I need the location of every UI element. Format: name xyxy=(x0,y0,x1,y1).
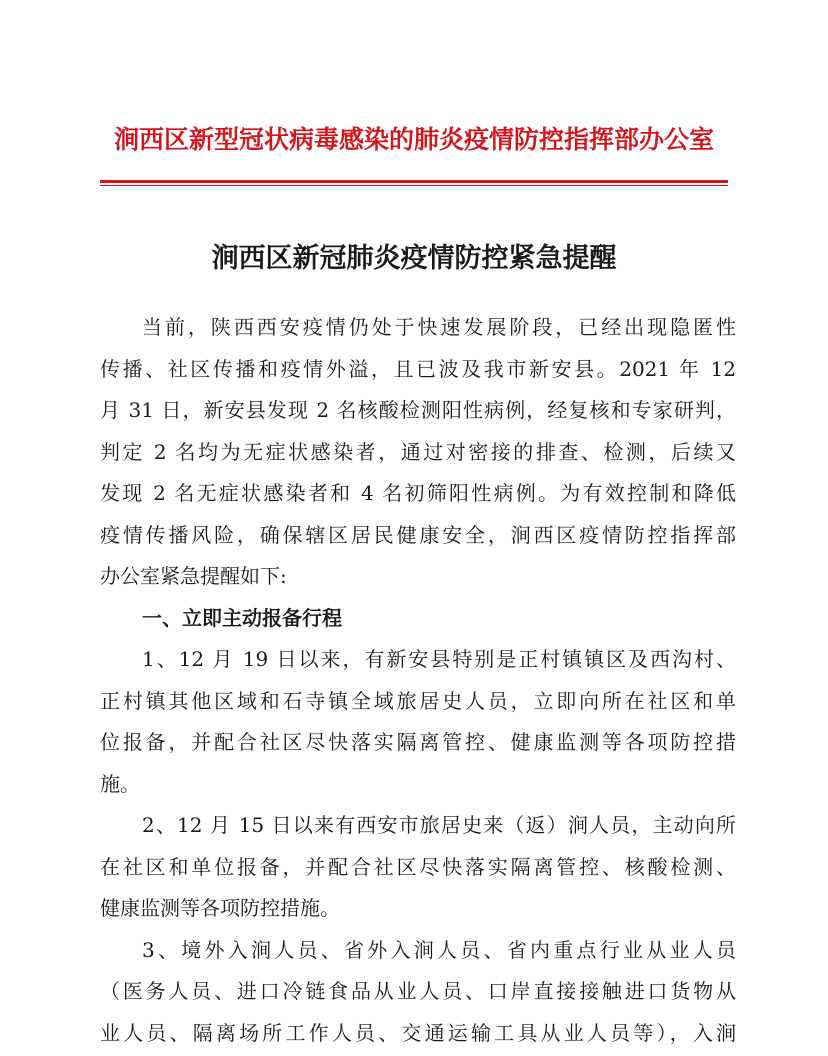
body-line: 施。 xyxy=(100,766,736,808)
body-line: 2、12 月 15 日以来有西安市旅居史来（返）涧人员，主动向所 xyxy=(100,807,736,849)
section-heading: 一、立即主动报备行程 xyxy=(100,600,736,642)
body-line: 办公室紧急提醒如下: xyxy=(100,558,736,600)
body-line: 发现 2 名无症状感染者和 4 名初筛阳性病例。为有效控制和降低 xyxy=(100,475,736,517)
body-line: 当前，陕西西安疫情仍处于快速发展阶段，已经出现隐匿性 xyxy=(100,309,736,351)
body-line: 位报备，并配合社区尽快落实隔离管控、健康监测等各项防控措 xyxy=(100,724,736,766)
body-line: 判定 2 名均为无症状感染者，通过对密接的排查、检测，后续又 xyxy=(100,434,736,476)
body-line: 业人员、隔离场所工作人员、交通运输工具从业人员等），入涧 xyxy=(100,1015,736,1056)
body-line: 在社区和单位报备，并配合社区尽快落实隔离管控、核酸检测、 xyxy=(100,849,736,891)
body-line: 传播、社区传播和疫情外溢，且已波及我市新安县。2021 年 12 xyxy=(100,351,736,393)
body-line: 正村镇其他区域和石寺镇全域旅居史人员，立即向所在社区和单 xyxy=(100,683,736,725)
document-body xyxy=(100,309,736,1056)
body-line: 月 31 日，新安县发现 2 名核酸检测阳性病例，经复核和专家研判， xyxy=(100,392,736,434)
red-divider-thick xyxy=(100,180,728,183)
body-line: 1、12 月 19 日以来，有新安县特别是正村镇镇区及西沟村、 xyxy=(100,641,736,683)
body-line: 3、境外入涧人员、省外入涧人员、省内重点行业从业人员 xyxy=(100,932,736,974)
red-divider-thin xyxy=(100,185,728,186)
body-line: 疫情传播风险，确保辖区居民健康安全，涧西区疫情防控指挥部 xyxy=(100,517,736,559)
body-line: （医务人员、进口冷链食品从业人员、口岸直接接触进口货物从 xyxy=(100,973,736,1015)
issuing-office-header: 涧西区新型冠状病毒感染的肺炎疫情防控指挥部办公室 xyxy=(100,118,728,162)
document-title: 涧西区新冠肺炎疫情防控紧急提醒 xyxy=(100,236,728,275)
body-line: 健康监测等各项防控措施。 xyxy=(100,890,736,932)
